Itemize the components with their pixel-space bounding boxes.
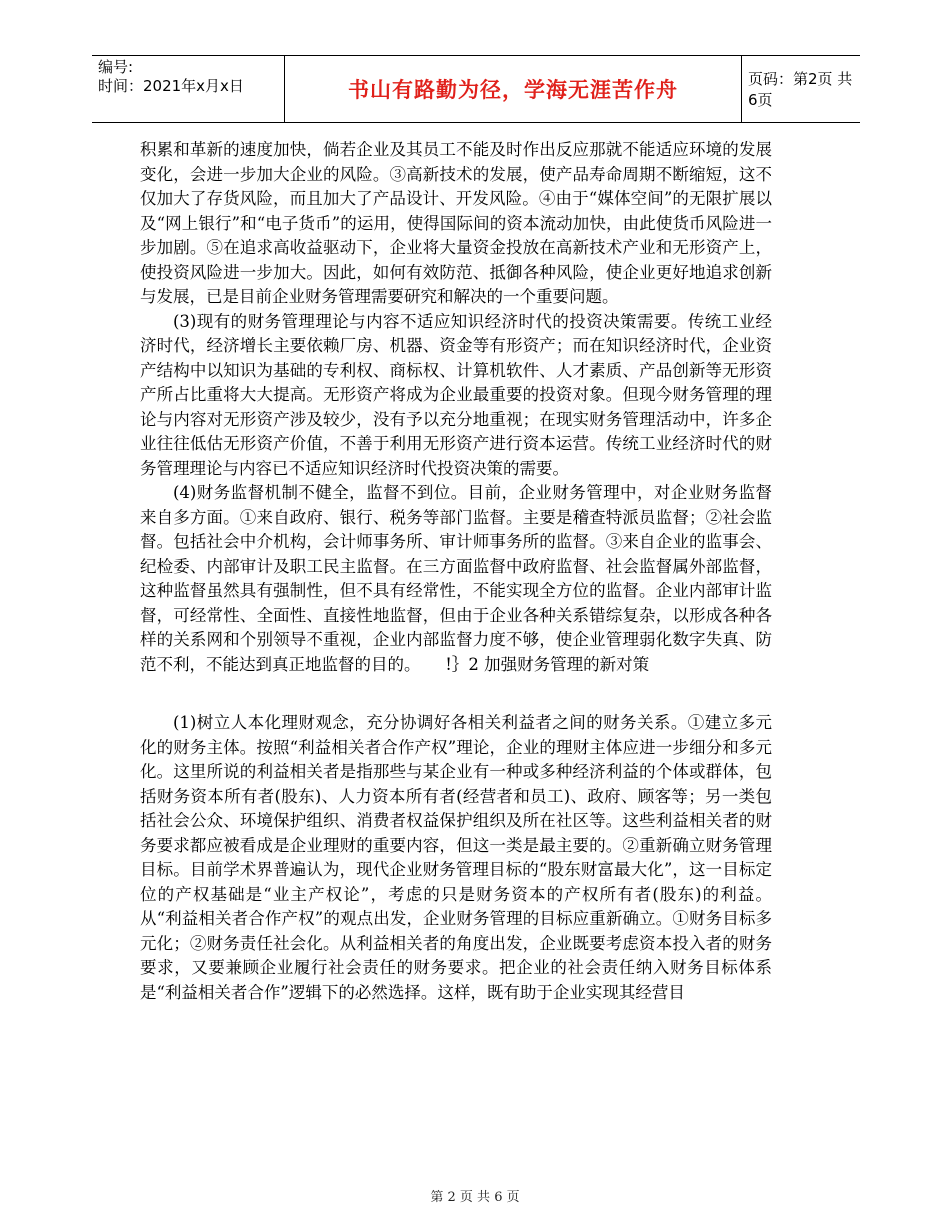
paragraph-gap [140, 677, 772, 711]
header-meta [92, 56, 282, 122]
page-header [92, 55, 860, 123]
header-page-label: 页码：第2页 共6页 [748, 70, 853, 109]
paragraph-strategy-1: (1)树立人本化理财观念，充分协调好各相关利益者之间的财务关系。①建立多元化的财务主体。按照“利益相关者合作产权”理论，企业的理财主体应进一步细分和多元化。这里所说的利益相关者是指那些与某企业有一种或多种经济利益的个体或群体，包括财务资本所有者(股东)、人力资本所有者(经营者和员工)、政府、顾客等；另一类包括社会公众、环境保护组织、消费者权益保护组织及所在社区等。这些利益相关者的财务要求都应被看成是企业理财的重要内容，但这一类是最主要的。②重新确立财务管理目标。目前学术界普遍认为，现代企业财务管理目标的“股东财富最大化”，这一目标定位的产权基础是“业主产权论”，考虑的只是财务资本的产权所有者(股东)的利益。从“利益相关者合作产权”的观点出发，企业财务管理的目标应重新确立。①财务目标多元化；②财务责任社会化。从利益相关者的角度出发，企业既要考虑资本投入者的财务要求，又要兼顾企业履行社会责任的财务要求。把企业的社会责任纳入财务目标体系是“利益相关者合作”逻辑下的必然选择。这样，既有助于企业实现其经营目 [140, 713, 772, 1002]
paragraph-4: (4)财务监督机制不健全，监督不到位。目前，企业财务管理中，对企业财务监督来自多方面。①来自政府、银行、税务等部门监督。主要是稽查特派员监督；②社会监督。包括社会中介机构，会计师事务所、审计师事务所的监督。③来自企业的监事会、纪检委、内部审计及职工民主监督。在三方面监督中政府监督、社会监督属外部监督，这种监督虽然具有强制性，但不具有经常性，不能实现全方位的监督。企业内部审计监督，可经常性、全面性、直接性地监督，但由于企业各种关系错综复杂，以形成各种各样的关系网和个别领导不重视，企业内部监督力度不够，使企业管理弱化数字失真、防范不利，不能达到真正地监督的目的。 !｝2 加强财务管理的新对策 [140, 483, 772, 674]
paragraph-3: (3)现有的财务管理理论与内容不适应知识经济时代的投资决策需要。传统工业经济时代，经济增长主要依赖厂房、机器、资金等有形资产；而在知识经济时代，企业资产结构中以知识为基础的专利权、商标权、计算机软件、人才素质、产品创新等无形资产所占比重将大大提高。无形资产将成为企业最重要的投资对象。但现今财务管理的理论与内容对无形资产涉及较少，没有予以充分地重视；在现实财务管理活动中，许多企业往往低估无形资产价值，不善于利用无形资产进行资本运营。传统工业经济时代的财务管理理论与内容已不适应知识经济时代投资决策的需要。 [140, 311, 772, 478]
document-time-label: 时间：2021年x月x日 [98, 77, 244, 95]
document-body [140, 138, 772, 1005]
page-footer: 第 2 页 共 6 页 [430, 1190, 520, 1205]
paragraph-continuation: 积累和革新的速度加快，倘若企业及其员工不能及时作出反应那就不能适应环境的发展变化，会进一步加大企业的风险。③高新技术的发展，使产品寿命周期不断缩短，这不仅加大了存货风险，而且加大了产品设计、开发风险。④由于“媒体空间”的无限扩展以及“网上银行”和“电子货币”的运用，使得国际间的资本流动加快，由此使货币风险进一步加剧。⑤在追求高收益驱动下，企业将大量资金投放在高新技术产业和无形资产上，使投资风险进一步加大。因此，如何有效防范、抵御各种风险，使企业更好地追求创新与发展，已是目前企业财务管理需要研究和解决的一个重要问题。 [140, 140, 772, 306]
header-motto: 书山有路勤为径，学海无涯苦作舟 [284, 56, 742, 122]
document-number-label: 编号: [98, 58, 134, 76]
